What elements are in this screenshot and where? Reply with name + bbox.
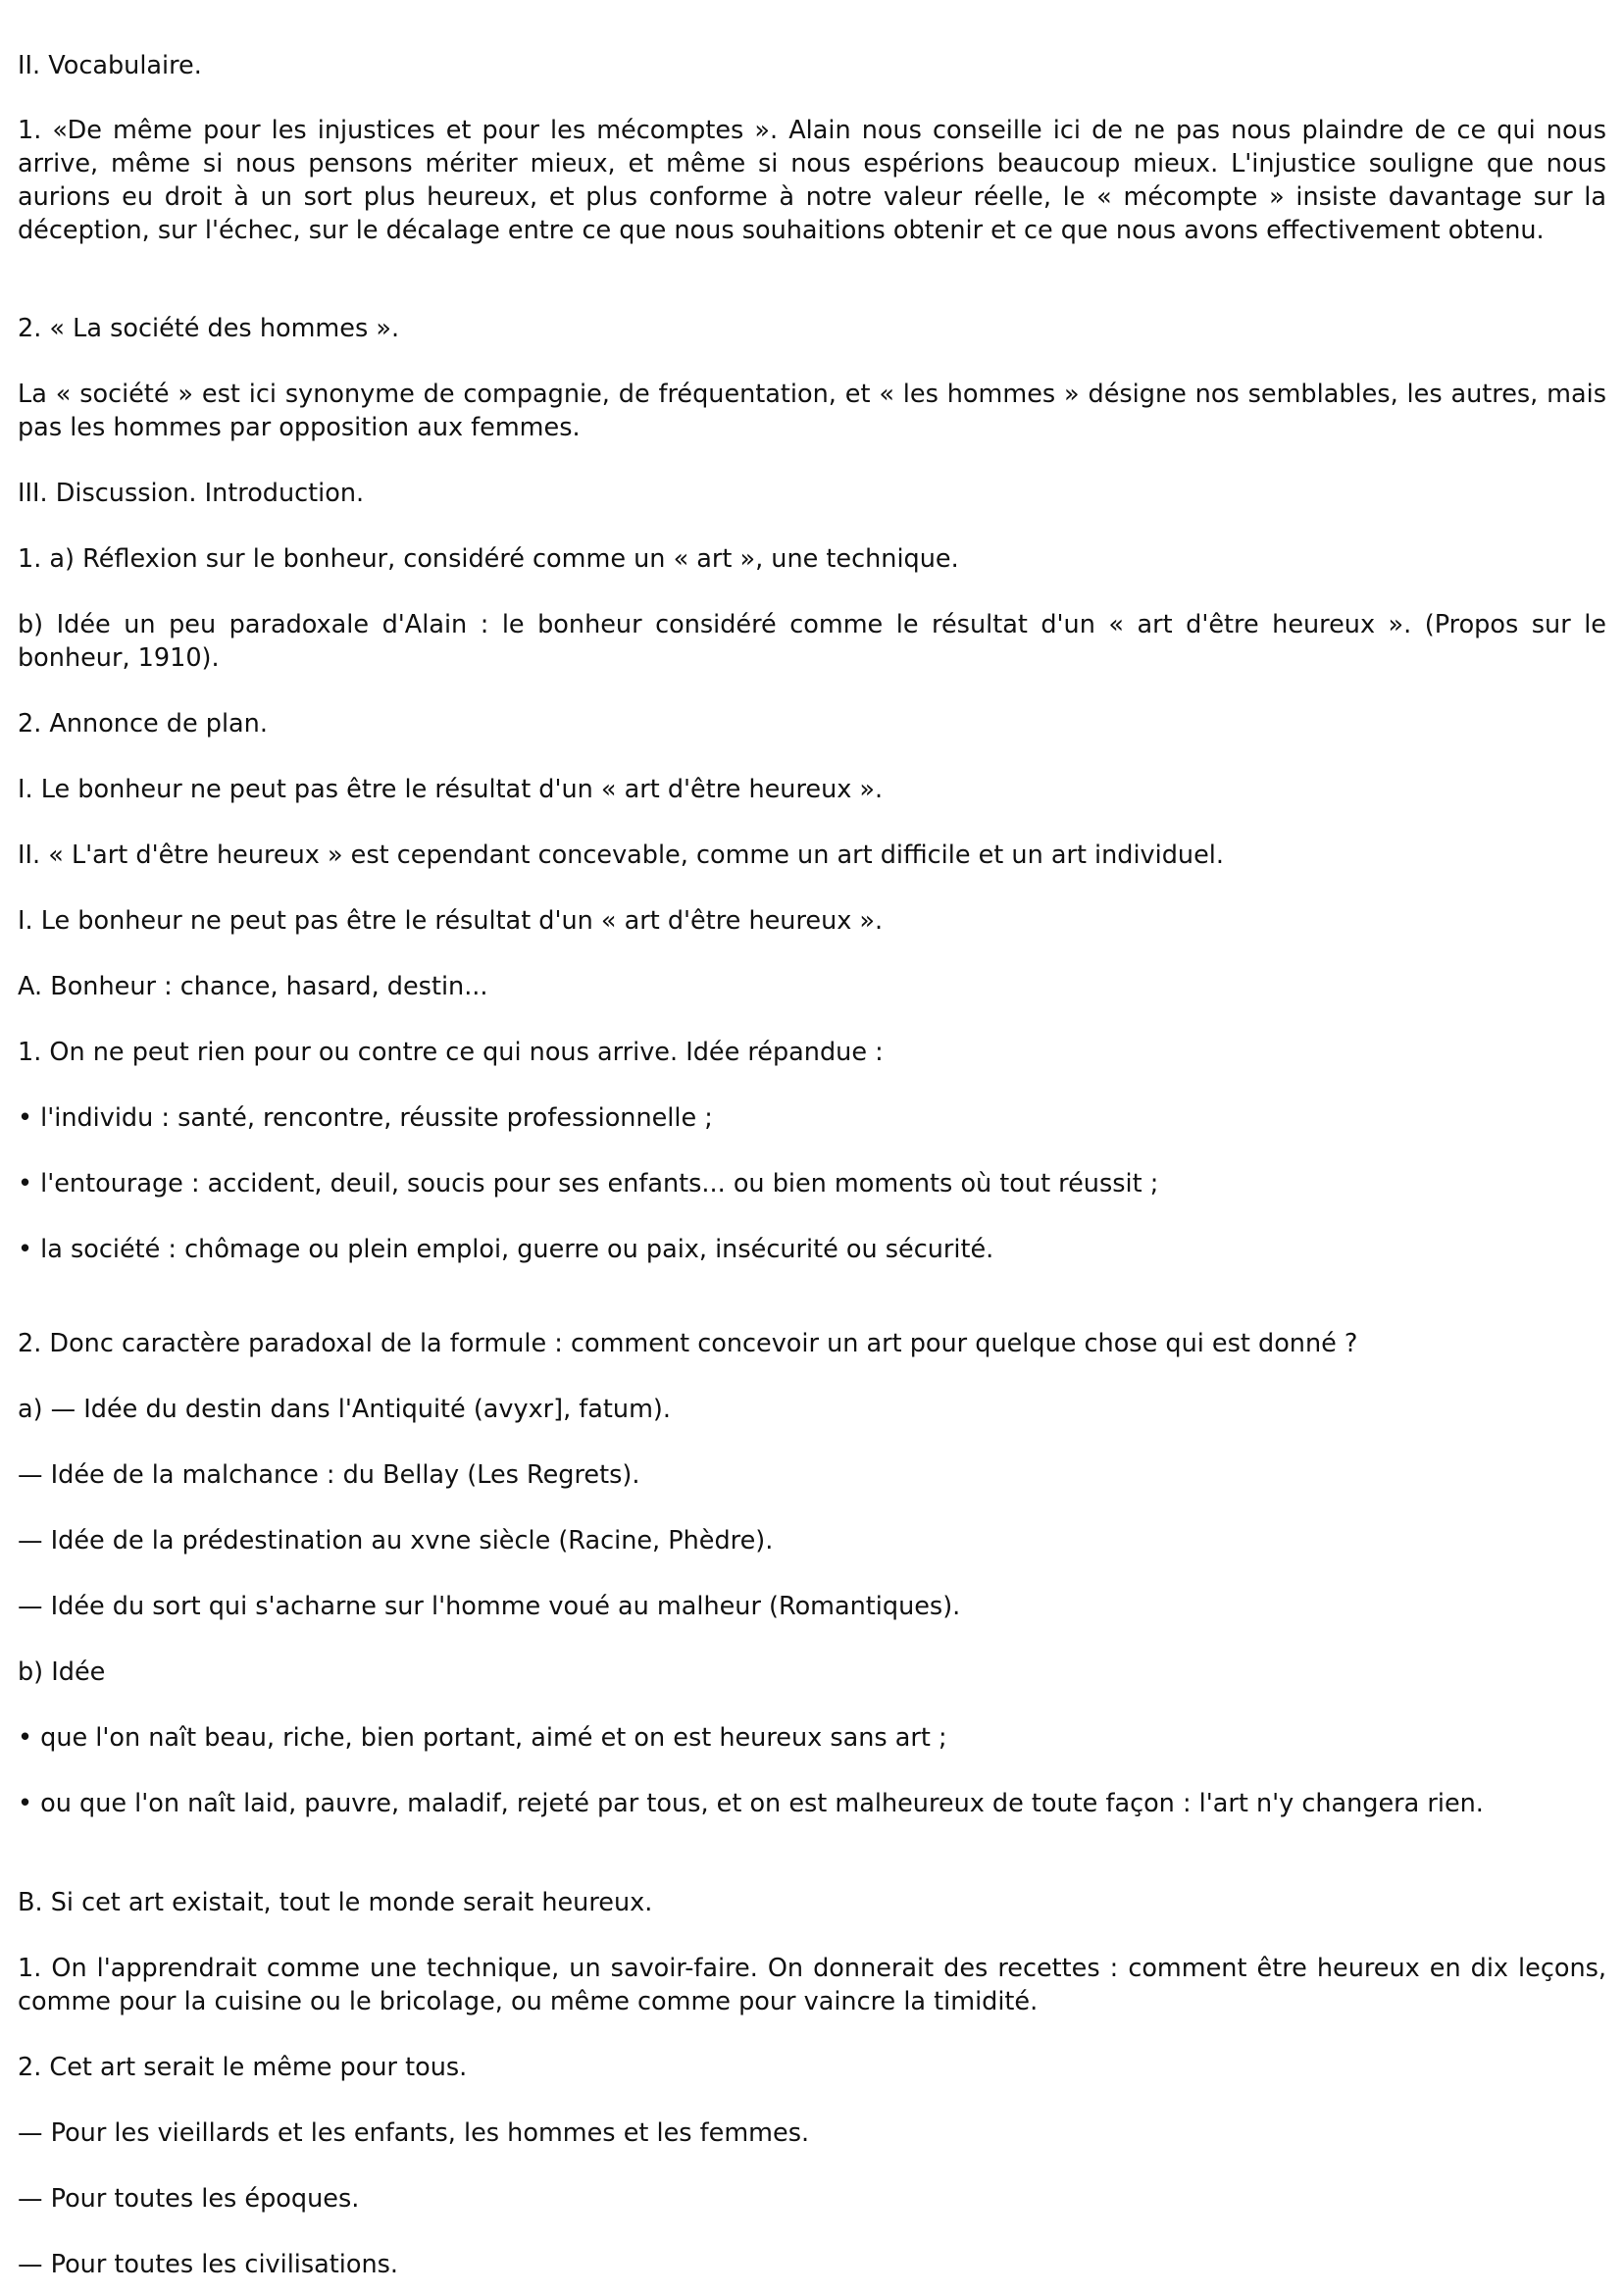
paragraph-technique: 1. On l'apprendrait comme une technique, un savoir-faire. On donnerait des recettes : comment être heureux en dix leçons, comme pour la cuisine ou le bricolage, ou même comme pour vaincre la timidité. xyxy=(18,1954,1606,2016)
paragraph-idee-repandue: 1. On ne peut rien pour ou contre ce qui nous arrive. Idée répandue : xyxy=(18,1038,884,1067)
item-toutes-civilisations: — Pour toutes les civilisations. xyxy=(18,2250,399,2279)
item-art-meme-pour-tous: 2. Cet art serait le même pour tous. xyxy=(18,2053,468,2082)
bullet-naissance-heureuse: • que l'on naît beau, riche, bien portant, aimé et on est heureux sans art ; xyxy=(18,1723,947,1753)
paragraph-reflexion: 1. a) Réflexion sur le bonheur, considéré comme un « art », une technique. xyxy=(18,544,959,574)
item-societe-heading: 2. « La société des hommes ». xyxy=(18,314,400,343)
paragraph-societe: La « société » est ici synonyme de compagnie, de fréquentation, et « les hommes » désigne nos semblables, les autres, mais pas les hommes par opposition aux femmes. xyxy=(18,380,1606,442)
item-predestination: — Idée de la prédestination au xvne siècle (Racine, Phèdre). xyxy=(18,1526,774,1555)
paragraph-idee-paradoxale: b) Idée un peu paradoxale d'Alain : le bonheur considéré comme le résultat d'un « art d'être heureux ». (Propos sur le bonheur, 1910). xyxy=(18,610,1606,673)
paragraph-caractere-paradoxal: 2. Donc caractère paradoxal de la formule : comment concevoir un art pour quelque chose qui est donné ? xyxy=(18,1329,1358,1358)
section-heading-discussion: III. Discussion. Introduction. xyxy=(18,479,365,508)
item-sort-romantiques: — Idée du sort qui s'acharne sur l'homme voué au malheur (Romantiques). xyxy=(18,1592,961,1621)
item-malchance: — Idée de la malchance : du Bellay (Les Regrets). xyxy=(18,1460,640,1490)
subsection-b-heading: B. Si cet art existait, tout le monde serait heureux. xyxy=(18,1888,653,1917)
bullet-entourage: • l'entourage : accident, deuil, soucis pour ses enfants... ou bien moments où tout réussit ; xyxy=(18,1169,1159,1198)
plan-part-one: I. Le bonheur ne peut pas être le résultat d'un « art d'être heureux ». xyxy=(18,775,884,804)
item-toutes-epoques: — Pour toutes les époques. xyxy=(18,2184,360,2214)
plan-part-two: II. « L'art d'être heureux » est cependant concevable, comme un art difficile et un art individuel. xyxy=(18,841,1224,870)
item-b-idee: b) Idée xyxy=(18,1657,106,1687)
bullet-individu: • l'individu : santé, rencontre, réussite professionnelle ; xyxy=(18,1103,713,1133)
subsection-a-heading: A. Bonheur : chance, hasard, destin... xyxy=(18,972,488,1001)
section-heading-vocabulaire: II. Vocabulaire. xyxy=(18,51,202,80)
item-annonce-plan: 2. Annonce de plan. xyxy=(18,709,268,739)
bullet-naissance-malheureuse: • ou que l'on naît laid, pauvre, maladif, rejeté par tous, et on est malheureux de toute façon : l'art n'y changera rien. xyxy=(18,1789,1484,1818)
item-destin-antiquite: a) — Idée du destin dans l'Antiquité (avyxr], fatum). xyxy=(18,1395,671,1424)
paragraph-injustices: 1. «De même pour les injustices et pour les mécomptes ». Alain nous conseille ici de ne pas nous plaindre de ce qui nous arrive, même si nous pensons mériter mieux, et même si nous espérions beaucoup mieux. L'injustice souligne que nous aurions eu droit à un sort plus heureux, et plus conforme à notre valeur réelle, le « mécompte » insiste davantage sur la déception, sur l'échec, sur le décalage entre ce que nous souhaitions obtenir et ce que nous avons effectivement obtenu. xyxy=(18,116,1606,245)
bullet-societe: • la société : chômage ou plein emploi, guerre ou paix, insécurité ou sécurité. xyxy=(18,1235,994,1264)
item-vieillards-enfants: — Pour les vieillards et les enfants, les hommes et les femmes. xyxy=(18,2118,810,2148)
part-one-heading: I. Le bonheur ne peut pas être le résultat d'un « art d'être heureux ». xyxy=(18,906,884,936)
